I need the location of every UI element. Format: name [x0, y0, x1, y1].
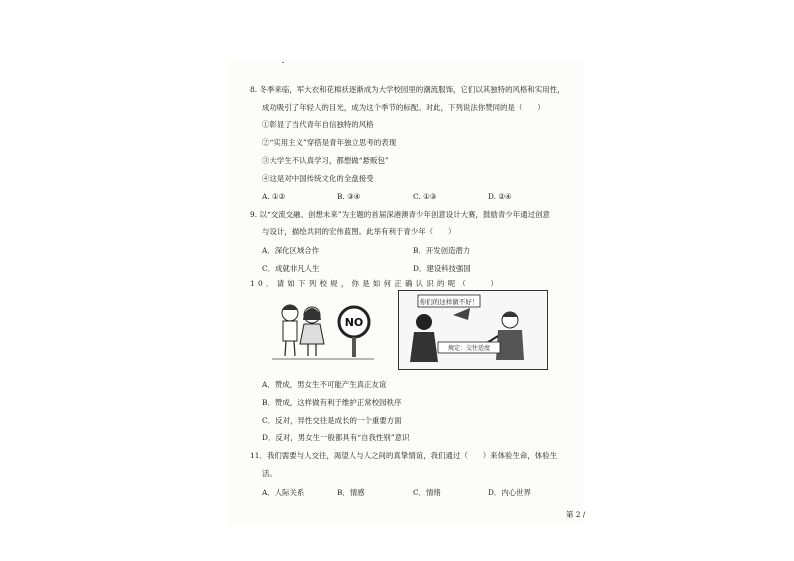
q9-option-a[interactable]: A．深化区域合作 — [262, 246, 320, 255]
q11-option-c[interactable]: C．情绪 — [413, 488, 441, 497]
cartoon-left — [262, 296, 382, 366]
q8-option-a[interactable]: A. ①② — [262, 192, 286, 201]
cartoon-right — [398, 290, 548, 370]
q10-option-d[interactable]: D．反对，男女生一般都具有“自我性别”意识 — [262, 433, 410, 442]
q8-option-b[interactable]: B. ③④ — [337, 192, 361, 201]
page-number: 第 2 / — [566, 510, 586, 519]
q9-option-b[interactable]: B．开发创造潜力 — [413, 246, 471, 255]
q10-option-b[interactable]: B．赞成，这样做有利于维护正常校园秩序 — [262, 398, 402, 407]
q10-option-a[interactable]: A．赞成，男女生不可能产生真正友谊 — [262, 380, 387, 389]
q11-stem-line2: 活。 — [262, 469, 277, 478]
q8-stem-line2: 成功吸引了年轻人的目光，成为这个季节的标配。对此，下列说法你赞同的是（ ） — [262, 103, 545, 112]
q8-option-d[interactable]: D. ②④ — [488, 192, 512, 201]
q8-option-c[interactable]: C. ①③ — [413, 192, 437, 201]
q8-item-1: ①彰显了当代青年自信独特的风格 — [262, 120, 374, 129]
q11-stem-line1: 11．我们需要与人交往，渴望人与人之间的真挚情谊，我们通过（ ）来体验生命，体验生 — [250, 451, 558, 460]
q11-option-b[interactable]: B．情感 — [337, 488, 365, 497]
q10-stem: 10．请如下列校规，你是如何正确认识的呢（ ） — [250, 279, 502, 288]
q9-option-c[interactable]: C．成就非凡人生 — [262, 264, 320, 273]
rule-scroll-text: 规定：交往适度 — [447, 345, 491, 352]
q9-stem-line2: 与设计，描绘共同的宏伟蓝图。此举有利于青少年（ ） — [262, 227, 456, 236]
scan-speck — [282, 62, 284, 63]
q9-option-d[interactable]: D．建设科技强国 — [413, 264, 471, 273]
q8-item-2: ②“实用主义”穿搭是青年独立思考的表现 — [262, 138, 397, 147]
q11-option-a[interactable]: A．人际关系 — [262, 488, 305, 497]
q11-option-d[interactable]: D．内心世界 — [488, 488, 531, 497]
q8-item-4: ④这是对中国传统文化的全盘接受 — [262, 174, 374, 183]
q8-stem-line1: 8. 冬季来临，军大衣和花棉袄逐渐成为大学校园里的潮流服饰，它们以其独特的风格和实用性， — [250, 85, 565, 94]
q10-option-c[interactable]: C．反对，异性交往是成长的一个重要方面 — [262, 416, 402, 425]
q9-stem-line1: 9. 以“交流交融、创想未来”为主题的首届深港澳青少年创意设计大赛，鼓励青少年通过创意 — [250, 210, 550, 219]
no-sign-text: NO — [344, 316, 364, 329]
q8-item-3: ③大学生不认真学习，都想做“悬贩包” — [262, 156, 389, 165]
speech-bubble-text: 你们的这样做不好！ — [419, 298, 479, 306]
